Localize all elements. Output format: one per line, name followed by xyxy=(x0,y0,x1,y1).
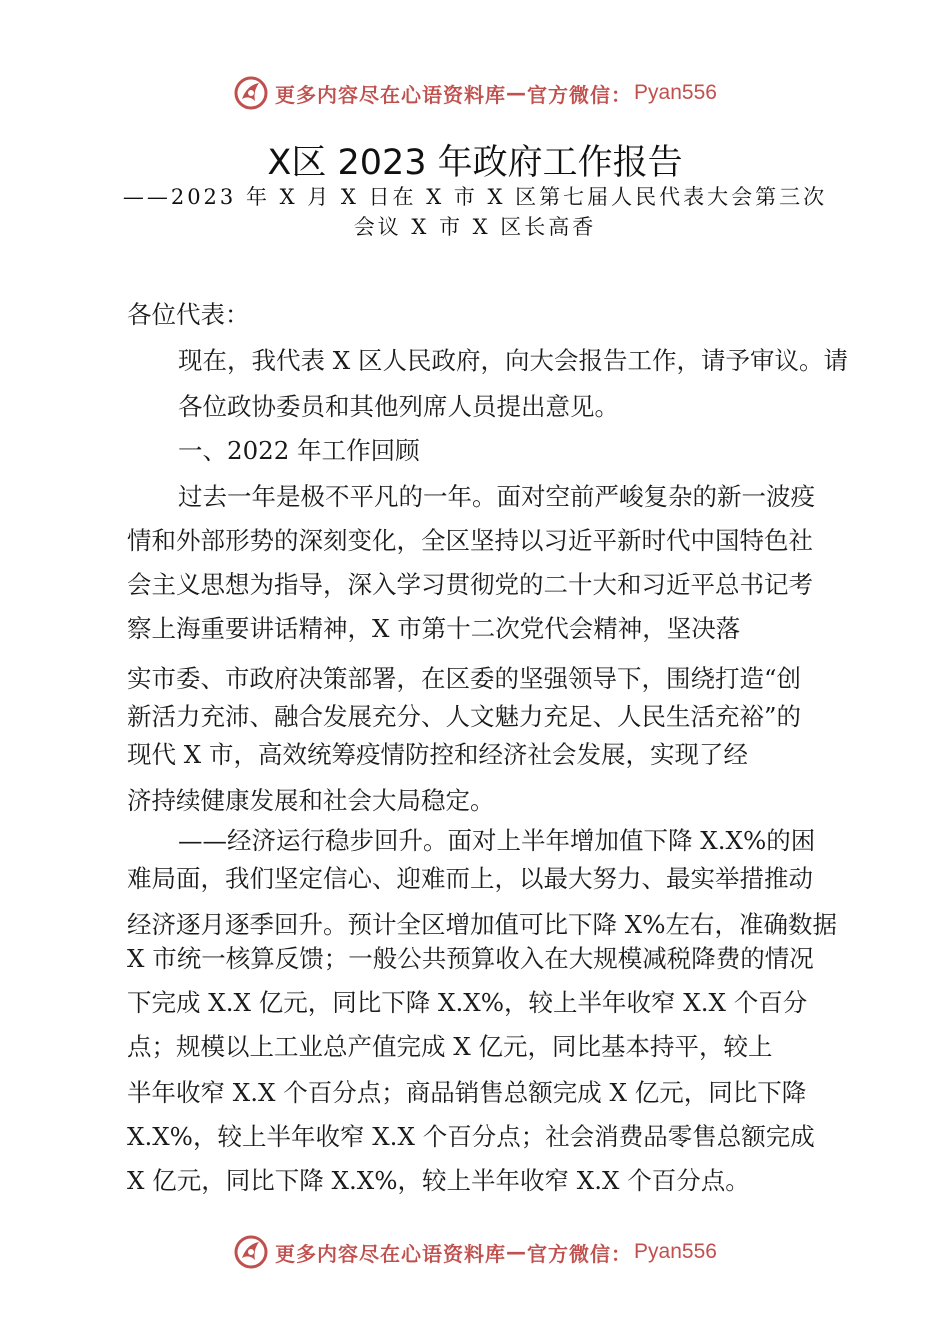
watermark-dash: — xyxy=(506,1240,528,1264)
paragraph-line: X 亿元，同比下降 X.X%，较上半年收窄 X.X 个百分点。 xyxy=(127,1166,750,1195)
watermark-label: 官方微信： xyxy=(527,82,633,107)
paragraph-line: 难局面，我们坚定信心、迎难而上，以最大努力、最实举措推动 xyxy=(127,864,813,893)
paragraph-line: X 市统一核算反馈；一般公共预算收入在大规模减税降费的情况 xyxy=(127,944,814,973)
brand-logo-icon xyxy=(233,1234,269,1270)
watermark-label: 官方微信： xyxy=(527,1241,633,1266)
watermark-id: Pyan556 xyxy=(634,1240,717,1263)
paragraph-line: 现代 X 市，高效统筹疫情防控和经济社会发展，实现了经 xyxy=(127,740,749,769)
paragraph-line: 各位政协委员和其他列席人员提出意见。 xyxy=(178,392,619,421)
subtitle-line-2: 会议 X 市 X 区长高香 xyxy=(353,215,597,239)
paragraph-line: 察上海重要讲话精神，X 市第十二次党代会精神，坚决落 xyxy=(127,614,741,643)
paragraph-line: 经济逐月逐季回升。预计全区增加值可比下降 X%左右，准确数据 xyxy=(127,910,838,939)
paragraph-line: 下完成 X.X 亿元，同比下降 X.X%，较上半年收窄 X.X 个百分 xyxy=(127,988,808,1017)
watermark-brand: 更多内容尽在心语资料库 xyxy=(275,82,507,107)
paragraph-line: ——经济运行稳步回升。面对上半年增加值下降 X.X%的困 xyxy=(178,826,816,855)
watermark-brand: 更多内容尽在心语资料库 xyxy=(275,1241,507,1266)
salutation: 各位代表： xyxy=(127,300,250,329)
paragraph-line: 新活力充沛、融合发展充分、人文魅力充足、人民生活充裕”的 xyxy=(127,702,802,731)
paragraph-line: 现在，我代表 X 区人民政府，向大会报告工作，请予审议。请 xyxy=(178,346,849,375)
document-title: X区 2023 年政府工作报告 xyxy=(267,143,683,183)
paragraph-line: 点；规模以上工业总产值完成 X 亿元，同比基本持平，较上 xyxy=(127,1032,773,1061)
watermark-header xyxy=(0,73,950,113)
watermark-footer xyxy=(0,1232,950,1272)
paragraph-line: 会主义思想为指导，深入学习贯彻党的二十大和习近平总书记考 xyxy=(127,570,813,599)
paragraph-line: 实市委、市政府决策部署，在区委的坚强领导下，围绕打造“创 xyxy=(127,664,802,693)
paragraph-line: 过去一年是极不平凡的一年。面对空前严峻复杂的新一波疫 xyxy=(178,482,815,511)
watermark-dash: — xyxy=(506,81,528,105)
paragraph-line: 半年收窄 X.X 个百分点；商品销售总额完成 X 亿元，同比下降 xyxy=(127,1078,807,1107)
paragraph-line: X.X%，较上半年收窄 X.X 个百分点；社会消费品零售总额完成 xyxy=(127,1122,815,1151)
paragraph-line: 情和外部形势的深刻变化，全区坚持以习近平新时代中国特色社 xyxy=(127,526,813,555)
section-heading: 一、2022 年工作回顾 xyxy=(178,436,420,465)
watermark-id: Pyan556 xyxy=(634,81,717,104)
paragraph-line: 济持续健康发展和社会大局稳定。 xyxy=(127,786,495,815)
subtitle-line-1: ——2023 年 X 月 X 日在 X 市 X 区第七届人民代表大会第三次 xyxy=(122,185,828,209)
brand-logo-icon xyxy=(233,75,269,111)
document-subtitle xyxy=(120,182,830,242)
